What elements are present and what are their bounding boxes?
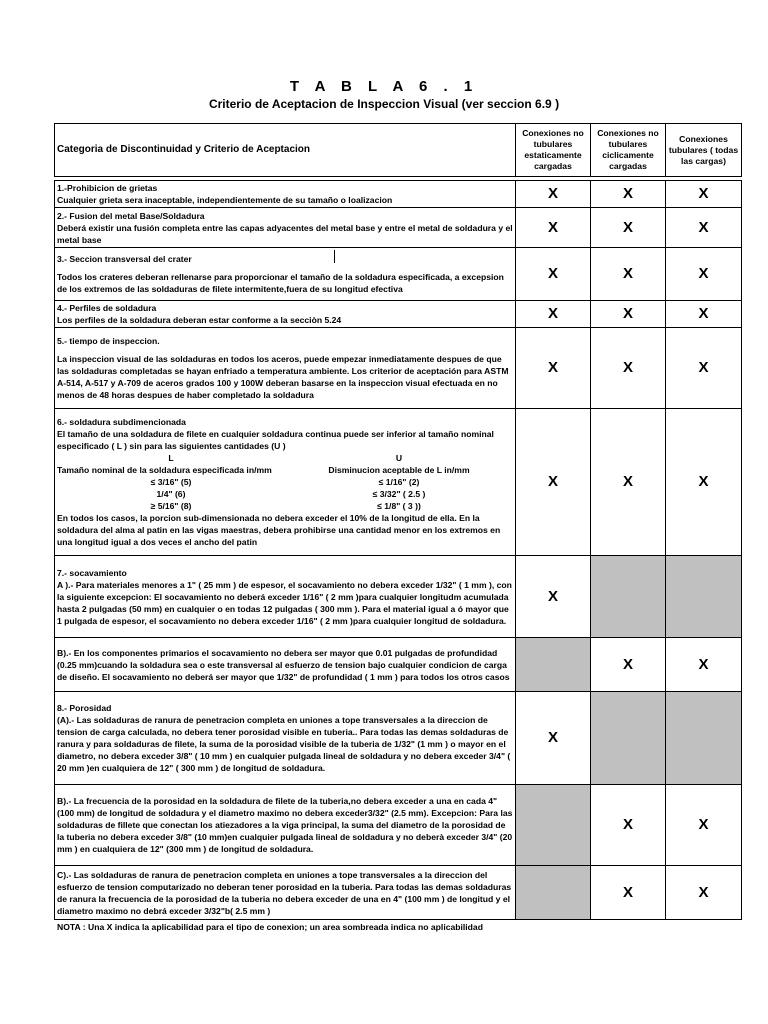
header-col-tubular: Conexiones tubulares ( todas las cargas) <box>666 124 742 177</box>
text-cursor <box>334 250 335 263</box>
table-row <box>55 328 742 409</box>
table-row <box>55 785 742 866</box>
mark-cell: X <box>666 409 742 556</box>
label-u: U <box>395 453 403 463</box>
mark-cell: X <box>591 866 666 920</box>
row-1-description <box>55 181 516 208</box>
mark-cell: X <box>666 638 742 692</box>
mark-cell: X <box>591 181 666 208</box>
size-pair <box>57 500 513 512</box>
table-row <box>55 692 742 785</box>
size-pair <box>57 476 513 488</box>
size-u: ≤ 1/16" (2) <box>378 477 420 487</box>
mark-cell: X <box>591 208 666 248</box>
header-col-static: Conexiones no tubulares estaticamente cargadas <box>516 124 591 177</box>
mark-cell: X <box>516 248 591 301</box>
table-row <box>55 638 742 692</box>
mark-cell: X <box>591 785 666 866</box>
column-l-title: Tamaño nominal de la soldadura especificada in/mm <box>57 465 272 475</box>
mark-cell: X <box>516 301 591 328</box>
shaded-cell <box>591 692 666 785</box>
mark-cell: X <box>591 301 666 328</box>
table-row <box>55 866 742 920</box>
shaded-cell <box>666 556 742 638</box>
size-pair <box>57 488 513 500</box>
row-7b-description <box>55 638 516 692</box>
mark-cell: X <box>666 208 742 248</box>
header-table <box>54 123 742 177</box>
mark-cell: X <box>591 409 666 556</box>
table-row <box>55 181 742 208</box>
shaded-cell <box>666 692 742 785</box>
row-text: A ).- Para materiales menores a 1" ( 25 mm ) de espesor, el socavamiento no debera exceder 1/32" ( 1 mm ), con la siguiente excepcion: El socavamiento no deberá exceder 1/16" ( 2 mm )para cualquier longitudm acumulada hasta 2 pulgadas (50 mm) en cualquier o en todas 12 pulgadas ( 300 mm ). Para el material igual a ó mayor que 1 pulgada de espesor, el socavamiento no debera exceder 1/16" ( 2 mm )para cualquier longitud de soldadura. <box>57 579 512 626</box>
row-6-description <box>55 409 516 556</box>
row-heading: 8.- Porosidad <box>57 703 112 713</box>
row-text: Deberá existir una fusión completa entre las capas adyacentes del metal base y entre el metal de soldadura y el metal base <box>57 222 513 245</box>
row-8a-description <box>55 692 516 785</box>
table-title: T A B L A 6 . 1 <box>289 78 479 95</box>
label-l: L <box>168 453 174 463</box>
row-8c-description <box>55 866 516 920</box>
row-heading: 6.- soldadura subdimencionada <box>57 417 186 427</box>
row-7a-description <box>55 556 516 638</box>
row-text: El tamaño de una soldadura de filete en cualquier soldadura continua puede ser inferior al tamaño nominal especificado ( L ) sin para las siguientes cantidades (U ) <box>57 429 494 451</box>
table-row <box>55 301 742 328</box>
row-text: Todos los crateres deberan rellenarse para proporcionar el tamaño de la soldadura especificada, a excepsion de los extremos de las soldaduras de filete intermitente,fuera de su longitud efectiva <box>57 272 504 294</box>
criteria-table <box>54 180 742 920</box>
column-u-title: Disminucion aceptable de L in/mm <box>328 465 470 475</box>
shaded-cell <box>516 785 591 866</box>
shaded-cell <box>516 638 591 692</box>
mark-cell: X <box>516 328 591 409</box>
table-row <box>55 556 742 638</box>
size-l: ≤ 3/16" (5) <box>150 477 192 487</box>
row-heading: 2.- Fusion del metal Base/Soldadura <box>57 210 205 221</box>
table-row <box>55 208 742 248</box>
row-text: (A).- Las soldaduras de ranura de penetracion completa en uniones a tope transversales a la direccion de tension de carga calculada, no debera tener porosidad visible en tuberia.. Para todas las demas soldaduras de ranura y para soldaduras de filete, la suma de la porosidad visible de la tuberia de 1/32" (1 mm ) o mayor en el diametro, no debera exceder 3/8" ( 10 mm ) en cualquier pulgada lineal de soldadura y no debera exceder 3/4" ( 20 mm )en cualquiera de 12" ( 300 mm ) de longitud de soldadura. <box>57 715 511 773</box>
mark-cell: X <box>666 248 742 301</box>
header-col-cyclic: Conexiones no tubulares ciclicamente cargadas <box>591 124 666 177</box>
row-text: Los perfiles de la soldadura deberan estar conforme a la secciòn 5.24 <box>57 315 342 325</box>
mark-cell: X <box>516 692 591 785</box>
mark-cell: X <box>591 328 666 409</box>
row-5-description <box>55 328 516 409</box>
row-heading: 7.- socavamiento <box>57 567 127 578</box>
row-heading: 4.- Perfiles de soldadura <box>57 303 157 313</box>
footnote: NOTA : Una X indica la aplicabilidad para el tipo de conexion; un area sombreada indica no aplicabilidad <box>57 922 483 932</box>
mark-cell: X <box>516 556 591 638</box>
row-text: B).- La frecuencia de la porosidad en la soldadura de filete de la tuberia,no debera exceder a una en cada 4" (100 mm) de longitud de soldadura y el diametro maximo no debera exceder3/32" (2.5 mm). Excepcion: Para las soldaduras de fillete que conectan los atiezadores a la viga principal, la suma del diametro de la porosidad de la tuberia no debera exceder 3/8" (10 mm)en cualquier pulgada lineal de soldadura y no deberà exceder 3/4" (20 mm ) en cualquiera de 12" (300 mm ) de longitud de soldadura. <box>57 796 513 854</box>
row-text: Cualquier grieta sera inaceptable, independientemente de su tamaño o loalizacion <box>57 195 393 205</box>
mark-cell: X <box>666 866 742 920</box>
shaded-cell <box>591 556 666 638</box>
mark-cell: X <box>516 409 591 556</box>
row-4-description <box>55 301 516 328</box>
row-8b-description <box>55 785 516 866</box>
row-text: B).- En los componentes primarios el socavamiento no debera ser mayor que 0.01 pulgadas de profundidad (0.25 mm)cuando la soldadura sea o este transversal al esfuerzo de tension bajo cualquier condicion de carga de diseño. El socavamiento no deberá ser mayor que 1/32" de profundidad ( 1 mm ) para todos los otros casos <box>57 647 510 682</box>
row-heading: 3.- Seccion transversal del crater <box>57 254 192 264</box>
row-text: C).- Las soldaduras de ranura de penetracion completa en uniones a tope transversales a la direccion del esfuerzo de tension computarizado no deberan tener porosidad en la tuberia. Para todas las demas soldaduras de ranura la frecuencia de la porosidad de la tuberia no debera exceder de una en 4" (100 mm ) de longitud y el diametro maximo no debrá exceder 3/32"b( 2.5 mm ) <box>57 869 512 916</box>
mark-cell: X <box>591 248 666 301</box>
header-category: Categoria de Discontinuidad y Criterio de Aceptacion <box>55 124 516 177</box>
mark-cell: X <box>666 785 742 866</box>
table-subtitle: Criterio de Aceptacion de Inspeccion Visual (ver seccion 6.9 ) <box>208 97 560 111</box>
row-3-description <box>55 248 516 301</box>
row-text: La inspeccion visual de las soldaduras en todos los aceros, puede empezar inmediatamente despues de que las soldaduras completadas se hayan enfriado a temperatura ambiente. Los criterior de aceptación para ASTM A-514, A-517 y A-709 de aceros grados 100 y 100W deberan basarse en la inspeccion visual efectuada en no menos de 48 horas despues de haber completado la soldadura <box>57 354 509 400</box>
shaded-cell <box>516 866 591 920</box>
mark-cell: X <box>516 181 591 208</box>
size-u: ≤ 3/32" ( 2.5 ) <box>372 489 426 499</box>
size-l: ≥ 5/16" (8) <box>150 501 192 511</box>
row-heading: 1.-Prohibicion de grietas <box>57 183 158 193</box>
table-row <box>55 409 742 556</box>
size-l: 1/4" (6) <box>156 489 186 499</box>
header-row <box>55 124 742 177</box>
row-2-description <box>55 208 516 248</box>
mark-cell: X <box>666 301 742 328</box>
mark-cell: X <box>666 181 742 208</box>
mark-cell: X <box>666 328 742 409</box>
row-heading: 5.- tiempo de inspeccion. <box>57 336 160 346</box>
mark-cell: X <box>591 638 666 692</box>
mark-cell: X <box>516 208 591 248</box>
table-row <box>55 248 742 301</box>
size-u: ≤ 1/8" ( 3 )) <box>377 501 421 511</box>
row-text: En todos los casos, la porcion sub-dimensionada no debera exceder el 10% de la longitud de ella. En la soldadura del alma al patin en las vigas maestras, debera prohibirse una cantidad menor en los extremos en una longitud igual a dos veces el ancho del patin <box>57 513 501 547</box>
